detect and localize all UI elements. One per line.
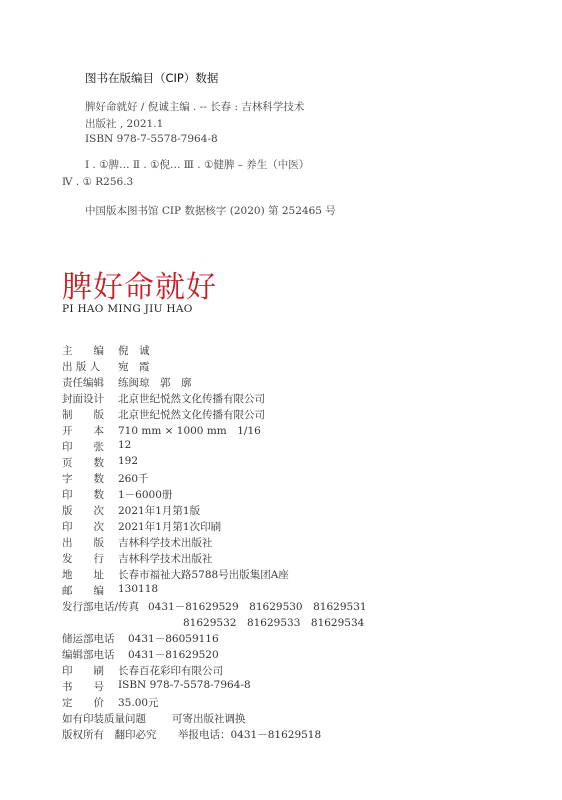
credit-label: 发 行 (62, 553, 104, 565)
credit-label: 书 号 (62, 681, 104, 693)
credit-label: 地 址 (62, 569, 104, 581)
credit-value: 2021年1月第1次印刷 (118, 521, 222, 533)
cip-heading: 图书在版编目（CIP）数据 (85, 71, 219, 85)
credit-value: 260千 (118, 473, 149, 485)
cip-classification-number: Ⅳ . ① R256.3 (62, 176, 134, 188)
credit-value: 192 (118, 455, 139, 467)
credit-label: 版 次 (62, 505, 104, 517)
credit-value: 举报电话：0431－81629518 (178, 729, 322, 741)
credit-label: 版权所有 翻印必究 (62, 729, 157, 741)
credit-value: 倪 诚 (118, 345, 150, 357)
book-title: 脾好命就好 (62, 270, 217, 305)
credit-label: 印 张 (62, 441, 104, 453)
credit-value: 吉林科学技术出版社 (118, 537, 213, 549)
credit-label: 出 版 人 (62, 361, 101, 373)
credit-label: 印 次 (62, 521, 104, 533)
cip-line: 出版社 , 2021.1 (85, 118, 164, 130)
cip-classification: Ⅰ . ①脾… Ⅱ . ①倪… Ⅲ . ①健脾 – 养生（中医） (85, 159, 310, 171)
credit-label: 定 价 (62, 697, 104, 709)
credit-value: 练闽琼 郭 廓 (118, 377, 192, 389)
credit-value: 2021年1月第1版 (118, 505, 201, 517)
credit-value: 710 mm × 1000 mm 1/16 (118, 425, 261, 437)
credit-value: 宛 霞 (118, 361, 150, 373)
cip-record-number: 中国版本图书馆 CIP 数据核字 (2020) 第 252465 号 (85, 205, 336, 217)
credit-label: 发行部电话/传真 (62, 601, 140, 613)
credit-label: 开 本 (62, 425, 104, 437)
credit-value: 长春市福祉大路5788号出版集团A座 (118, 569, 289, 581)
credit-value: 1－6000册 (118, 489, 173, 501)
credit-label: 制 版 (62, 409, 104, 421)
credit-label: 编辑部电话 (62, 649, 115, 661)
cip-isbn: ISBN 978-7-5578-7964-8 (85, 133, 218, 145)
credit-value: ISBN 978-7-5578-7964-8 (118, 679, 251, 691)
credit-label: 印 数 (62, 489, 104, 501)
credit-label: 印 刷 (62, 665, 104, 677)
credit-label: 责任编辑 (62, 377, 104, 389)
credit-value: 吉林科学技术出版社 (118, 553, 213, 565)
credit-value: 0431－81629520 (128, 649, 219, 661)
credit-label: 储运部电话 (62, 633, 115, 645)
credit-value: 可寄出版社调换 (172, 713, 246, 725)
credit-value: 0431－86059116 (128, 633, 219, 645)
credit-value: 130118 (118, 583, 159, 595)
credit-label: 出 版 (62, 537, 104, 549)
credit-value: 0431－81629529 81629530 81629531 (148, 601, 367, 613)
credit-value: 长春百花彩印有限公司 (118, 665, 223, 677)
credit-value-continuation: 81629532 81629533 81629534 (183, 617, 365, 629)
cip-line: 脾好命就好 / 倪诚主编 . -- 长春 : 吉林科学技术 (85, 101, 305, 113)
credit-value: 35.00元 (118, 697, 159, 709)
credit-label: 邮 编 (62, 585, 104, 597)
credit-label: 主 编 (62, 345, 104, 357)
credit-label: 字 数 (62, 473, 104, 485)
credit-value: 12 (118, 439, 132, 451)
credit-value: 北京世纪悦然文化传播有限公司 (118, 409, 265, 421)
credit-label: 如有印装质量问题 (62, 713, 146, 725)
credit-label: 页 数 (62, 457, 104, 469)
book-title-pinyin: PI HAO MING JIU HAO (62, 303, 193, 315)
credit-label: 封面设计 (62, 393, 104, 405)
credit-value: 北京世纪悦然文化传播有限公司 (118, 393, 265, 405)
